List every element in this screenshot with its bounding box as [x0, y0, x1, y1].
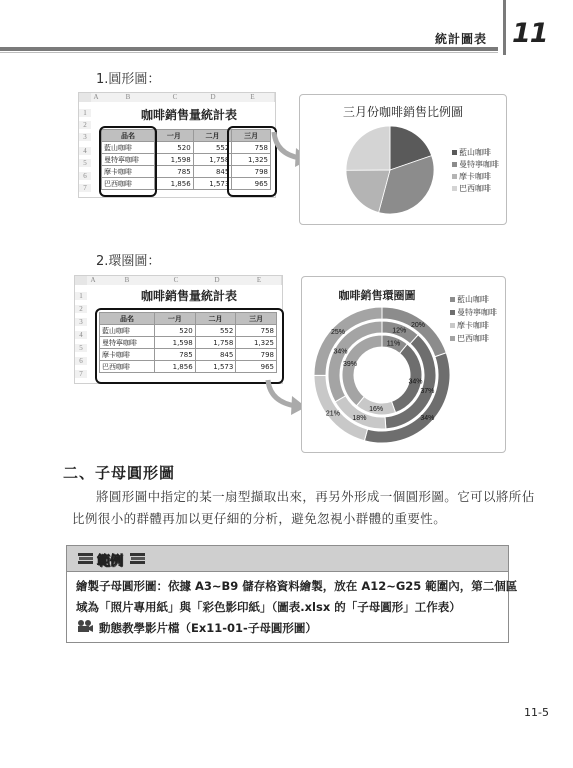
table-header-cell: 三月 — [232, 130, 271, 142]
doughnut-data-label: 20% — [410, 322, 425, 330]
table-cell: 1,758 — [193, 154, 232, 166]
doughnut-chart-title: 咖啡銷售環圈圖 — [338, 289, 416, 302]
col-header: E — [237, 276, 282, 285]
legend-item: 曼特寧咖啡 — [452, 159, 499, 171]
row-header: 5 — [75, 344, 87, 352]
page-number: 11-5 — [524, 706, 549, 719]
example-heading: 範例 — [97, 554, 124, 569]
table-cell: 1,573 — [193, 178, 232, 190]
table-header-cell: 二月 — [195, 313, 236, 325]
table-cell: 曼特寧咖啡 — [100, 337, 155, 349]
example-header — [67, 546, 508, 572]
col-header: A — [91, 93, 102, 102]
table-cell: 1,325 — [236, 337, 277, 349]
table-cell: 藍山咖啡 — [102, 142, 155, 154]
row-header: 3 — [75, 318, 87, 326]
legend-item: 巴西咖啡 — [452, 183, 499, 195]
table-header-cell: 二月 — [193, 130, 232, 142]
row-header: 1 — [79, 109, 91, 117]
example-text-line: 域為「照片專用紙」與「彩色影印紙」（圖表.xlsx 的「子母圓形」工作表） — [76, 600, 461, 614]
pie-legend — [452, 147, 499, 195]
col-header: B — [99, 276, 156, 285]
table-cell: 785 — [155, 349, 196, 361]
doughnut-data-label: 34% — [420, 414, 435, 422]
subsection-label-doughnut: 2.環圈圖： — [96, 254, 161, 269]
legend-item: 曼特寧咖啡 — [450, 306, 497, 319]
row-header: 7 — [75, 370, 87, 378]
doughnut-legend — [450, 293, 497, 345]
running-header-title: 統計圖表 — [434, 32, 487, 46]
table-header-cell: 品名 — [102, 130, 155, 142]
example-text-line: 繪製子母圓形圖：依據 A3~B9 儲存格資料繪製，放在 A12~G25 範圍內，第二個區 — [76, 579, 518, 593]
video-file-link[interactable]: 動態教學影片檔（Ex11-01-子母圓形圖） — [99, 621, 317, 635]
table-header-cell: 一月 — [155, 313, 196, 325]
table-cell: 1,856 — [155, 178, 194, 190]
table-cell: 1,758 — [195, 337, 236, 349]
row-header: 7 — [79, 184, 91, 192]
chapter-number: 11 — [512, 18, 548, 49]
legend-item: 摩卡咖啡 — [450, 319, 497, 332]
legend-item: 藍山咖啡 — [450, 293, 497, 306]
table-cell: 845 — [195, 349, 236, 361]
video-camera-icon — [76, 619, 94, 633]
table-cell: 965 — [236, 361, 277, 373]
doughnut-data-label: 34% — [333, 348, 348, 356]
table-cell: 520 — [155, 142, 194, 154]
book-stack-icon — [77, 551, 95, 566]
row-header: 5 — [79, 159, 91, 167]
header-divider — [503, 0, 506, 55]
legend-item: 巴西咖啡 — [450, 332, 497, 345]
spreadsheet-doughnut — [74, 275, 283, 384]
pie-chart-box — [299, 94, 507, 225]
table-cell: 965 — [232, 178, 271, 190]
table-cell: 藍山咖啡 — [100, 325, 155, 337]
selection-outline-names — [99, 126, 157, 197]
selection-outline-all — [95, 308, 284, 384]
row-header: 4 — [75, 331, 87, 339]
doughnut-data-label: 39% — [343, 360, 358, 368]
sheet-title: 咖啡銷售量統計表 — [141, 108, 238, 122]
doughnut-data-label: 34% — [408, 378, 423, 386]
table-cell: 758 — [232, 142, 271, 154]
table-cell: 798 — [236, 349, 277, 361]
table-cell: 巴西咖啡 — [102, 178, 155, 190]
col-header: D — [197, 276, 238, 285]
table-cell: 1,598 — [155, 337, 196, 349]
table-cell: 785 — [155, 166, 194, 178]
paragraph-line: 將圓形圖中指定的某一扇型擷取出來，再另外形成一個圓形圖。它可以將所佔 — [96, 489, 535, 504]
table-cell: 845 — [193, 166, 232, 178]
example-box — [66, 545, 518, 643]
row-header: 4 — [79, 147, 91, 155]
table-header-cell: 三月 — [236, 313, 277, 325]
table-cell: 曼特寧咖啡 — [102, 154, 155, 166]
col-header: B — [101, 93, 156, 102]
row-header: 6 — [79, 172, 91, 180]
spreadsheet-pie — [78, 92, 276, 198]
pie-chart — [338, 122, 442, 218]
col-header: C — [155, 276, 198, 285]
subsection-label-pie: 1.圓形圖： — [96, 72, 161, 87]
col-header: E — [231, 93, 275, 102]
doughnut-data-label: 18% — [352, 414, 367, 422]
doughnut-data-label: 37% — [420, 388, 435, 396]
table-cell: 758 — [236, 325, 277, 337]
pie-chart-title: 三月份咖啡銷售比例圖 — [342, 105, 463, 119]
table-header-cell: 一月 — [155, 130, 194, 142]
paragraph-line: 比例很小的群體再加以更仔細的分析，避免忽視小群體的重要性。 — [72, 511, 447, 526]
doughnut-chart-box — [301, 276, 506, 453]
table-cell: 摩卡咖啡 — [102, 166, 155, 178]
table-cell: 1,325 — [232, 154, 271, 166]
doughnut-data-label: 11% — [386, 340, 401, 348]
col-header: A — [87, 276, 100, 285]
col-header: C — [155, 93, 196, 102]
doughnut-data-label: 25% — [331, 328, 346, 336]
table-cell: 1,598 — [155, 154, 194, 166]
table-cell: 摩卡咖啡 — [100, 349, 155, 361]
header-rule — [0, 47, 498, 51]
sheet-title: 咖啡銷售量統計表 — [141, 289, 238, 303]
table-cell: 520 — [155, 325, 196, 337]
row-header: 6 — [75, 357, 87, 365]
legend-item: 藍山咖啡 — [452, 147, 499, 159]
row-header: 1 — [75, 292, 87, 300]
table-cell: 巴西咖啡 — [100, 361, 155, 373]
table-cell: 1,856 — [155, 361, 196, 373]
section-heading: 二、子母圓形圖 — [63, 464, 176, 482]
doughnut-data-label: 16% — [369, 405, 384, 413]
doughnut-data-label: 12% — [392, 327, 407, 335]
table-cell: 798 — [232, 166, 271, 178]
table-cell: 552 — [193, 142, 232, 154]
table-cell: 552 — [195, 325, 236, 337]
row-header: 3 — [79, 133, 91, 141]
doughnut-chart — [312, 301, 454, 447]
row-header: 2 — [75, 305, 87, 313]
table-header-cell: 品名 — [100, 313, 155, 325]
col-header: D — [195, 93, 232, 102]
pie-slice-4 — [346, 126, 390, 170]
book-stack-icon — [129, 551, 147, 566]
legend-item: 摩卡咖啡 — [452, 171, 499, 183]
doughnut-data-label: 21% — [325, 410, 340, 418]
table-cell: 1,573 — [195, 361, 236, 373]
row-header: 2 — [79, 121, 91, 129]
header-rule-thin — [0, 52, 498, 53]
